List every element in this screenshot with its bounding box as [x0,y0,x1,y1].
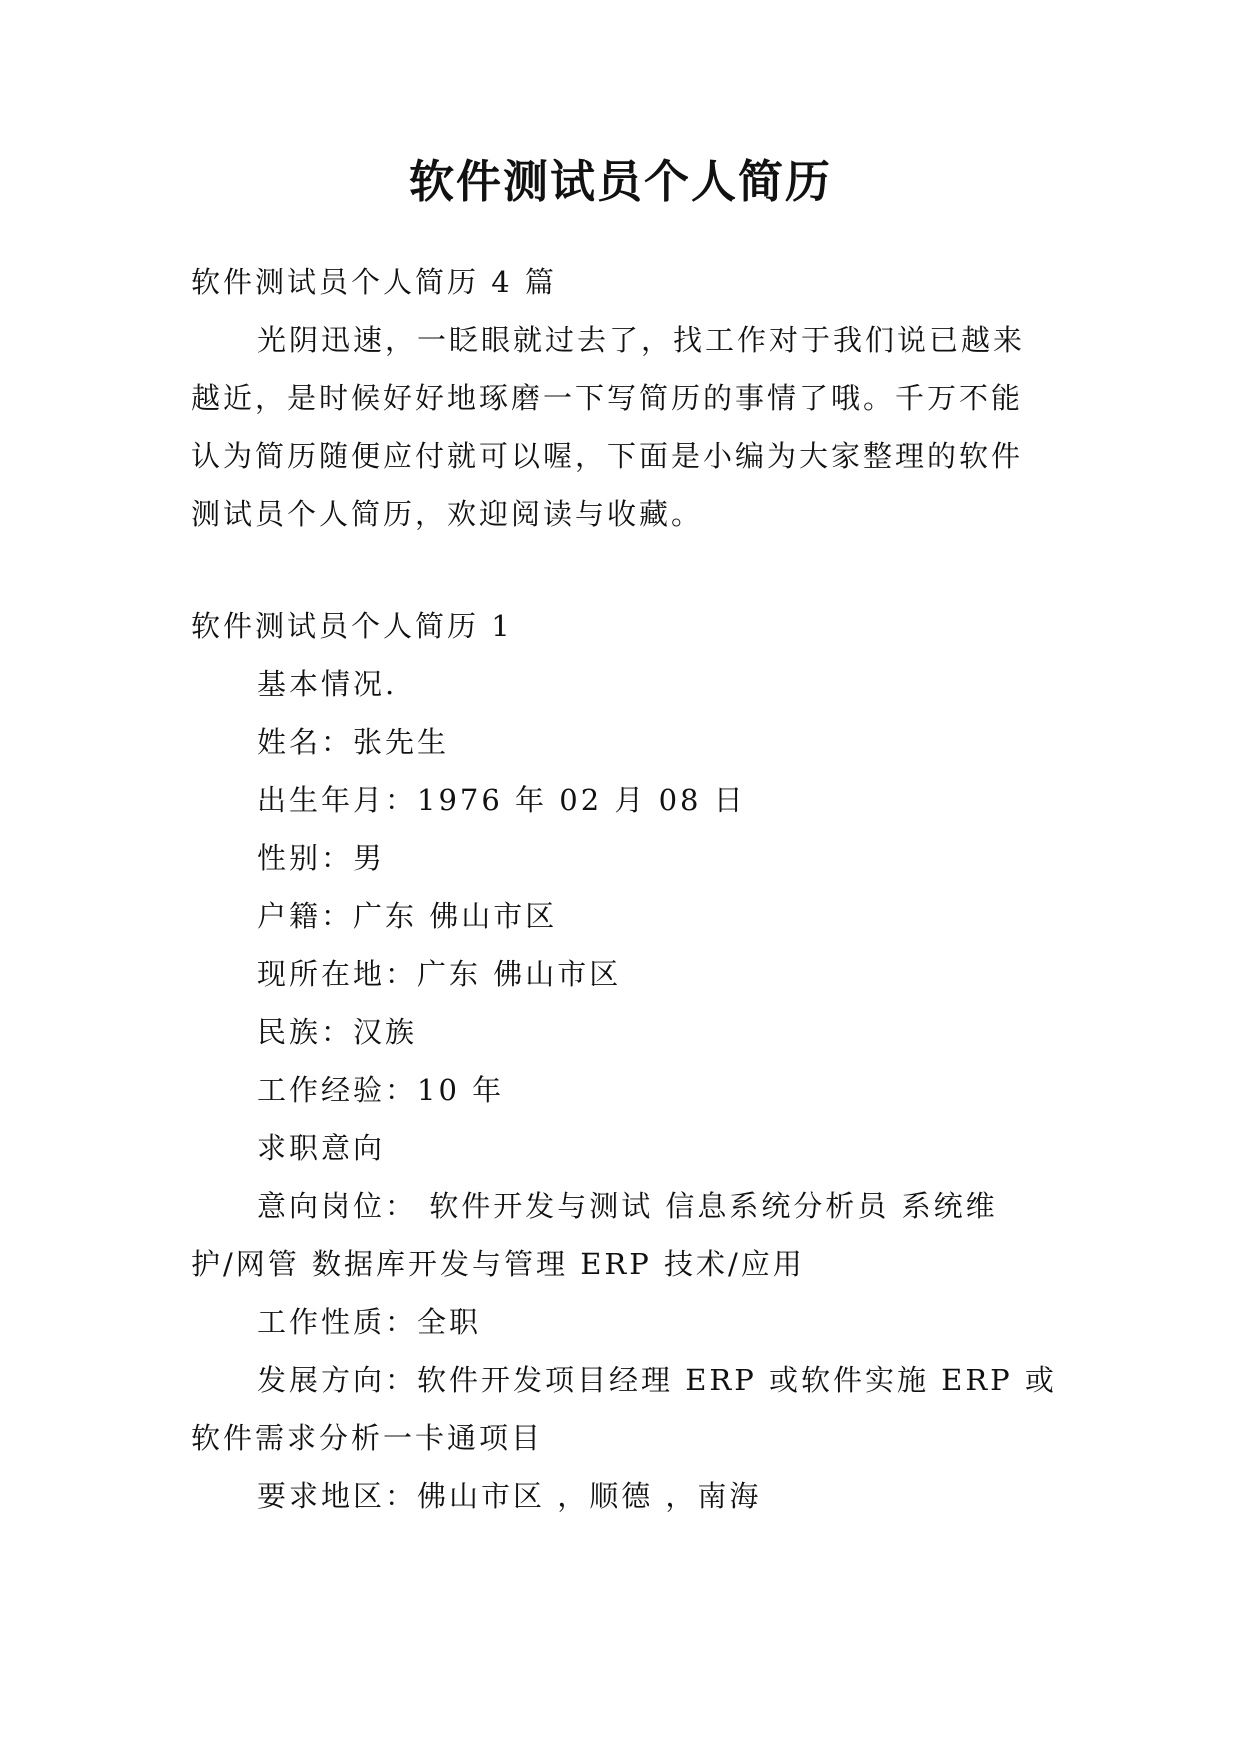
development-direction [191,1351,1057,1467]
name-field: 姓名：张先生 [257,725,450,759]
basic-info-heading: 基本情况. [257,667,398,701]
subtitle: 软件测试员个人简历 4 篇 [191,265,557,299]
document-title: 软件测试员个人简历 [408,155,832,208]
job-type-field: 工作性质：全职 [257,1305,482,1339]
current-location-field: 现所在地：广东 佛山市区 [257,957,622,991]
intro-paragraph [191,311,1051,543]
intro-line: 越近，是时候好好地琢磨一下写简历的事情了哦。千万不能 [191,381,1024,415]
positions-line: 护/网管 数据库开发与管理 ERP 技术/应用 [191,1247,805,1281]
hukou-field: 户籍：广东 佛山市区 [257,899,558,933]
job-intention-heading: 求职意向 [257,1131,386,1165]
birth-date-field: 出生年月：1976 年 02 月 08 日 [257,783,746,817]
direction-line: 软件需求分析一卡通项目 [191,1421,544,1455]
intro-line: 光阴迅速，一眨眼就过去了，找工作对于我们说已越来 [257,323,1026,357]
positions-line: 意向岗位： 软件开发与测试 信息系统分析员 系统维 [257,1189,998,1223]
intended-positions [191,1177,1051,1293]
work-experience-field: 工作经验：10 年 [257,1073,505,1107]
intro-line: 测试员个人简历，欢迎阅读与收藏。 [191,497,704,531]
gender-field: 性别：男 [257,841,386,875]
section-spacer [191,543,1051,597]
direction-line: 发展方向：软件开发项目经理 ERP 或软件实施 ERP 或 [257,1363,1057,1397]
section-heading: 软件测试员个人简历 1 [191,609,513,643]
required-region-field: 要求地区：佛山市区 ，顺德 ，南海 [257,1479,762,1513]
ethnicity-field: 民族：汉族 [257,1015,418,1049]
document-body [191,253,1057,1525]
intro-line: 认为简历随便应付就可以喔，下面是小编为大家整理的软件 [191,439,1024,473]
